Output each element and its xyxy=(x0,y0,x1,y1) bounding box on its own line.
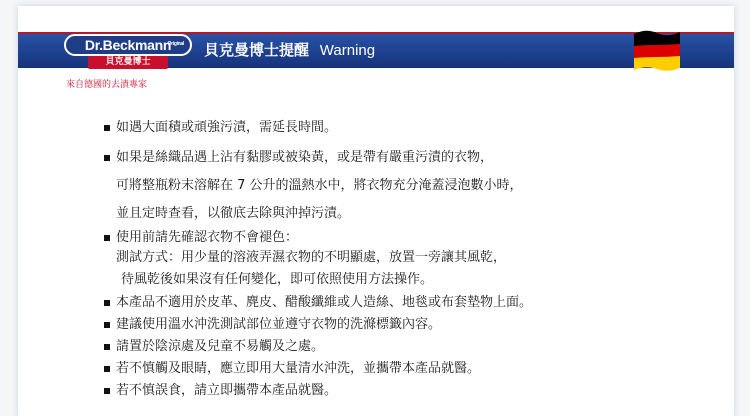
bullet-icon xyxy=(104,344,110,350)
brand-tagline: 來自德國的去漬專家 xyxy=(66,80,148,90)
warning-item: 建議使用溫水沖洗測試部位並遵守衣物的洗滌標籤內容。 xyxy=(116,317,442,332)
warning-item-continuation: 待風乾後如果沒有任何變化，即可依照使用方法操作。 xyxy=(121,272,434,287)
bullet-icon xyxy=(104,322,110,328)
warning-item: 如果是絲織品遇上沾有黏膠或被染黃，或是帶有嚴重污漬的衣物， xyxy=(116,150,494,165)
banner-title-english: Warning xyxy=(319,42,376,59)
bullet-icon xyxy=(104,155,110,161)
warning-item: 若不慎誤食，請立即攜帶本產品就醫。 xyxy=(116,383,338,398)
logo-chinese-name: 貝克曼博士 xyxy=(88,56,168,69)
bullet-icon xyxy=(104,235,110,241)
warning-item: 若不慎觸及眼睛，應立即用大量清水沖洗，並攜帶本產品就醫。 xyxy=(116,361,481,376)
warning-item: 請置於陰涼處及兒童不易觸及之處。 xyxy=(116,339,325,354)
warning-item: 本產品不適用於皮革、麂皮、醋酸纖維或人造絲、地毯或布套墊物上面。 xyxy=(116,295,533,310)
logo-original-mark: Original xyxy=(167,41,184,47)
logo-wordmark xyxy=(64,34,192,56)
warning-item: 如遇大面積或頑強污漬，需延長時間。 xyxy=(116,120,338,135)
logo-text: Dr.Beckmann xyxy=(84,37,172,53)
german-flag-icon xyxy=(632,28,682,74)
warning-card xyxy=(18,6,734,416)
bullet-icon xyxy=(104,366,110,372)
warning-item-continuation: 測試方式：用少量的溶液弄濕衣物的不明顯處，放置一旁讓其風乾， xyxy=(116,250,507,265)
brand-logo xyxy=(64,34,192,68)
bullet-icon xyxy=(104,388,110,394)
warning-item-continuation: 並且定時查看，以徹底去除與沖掉污漬。 xyxy=(116,206,351,221)
banner-title xyxy=(204,40,375,61)
warning-item-continuation: 可將整瓶粉末溶解在 7 公升的溫熱水中，將衣物充分淹蓋浸泡數小時， xyxy=(116,178,523,193)
bullet-icon xyxy=(104,300,110,306)
banner-title-chinese: 貝克曼博士提醒 xyxy=(204,41,310,59)
warning-item: 使用前請先確認衣物不會褪色： xyxy=(116,230,299,245)
bullet-icon xyxy=(104,125,110,131)
